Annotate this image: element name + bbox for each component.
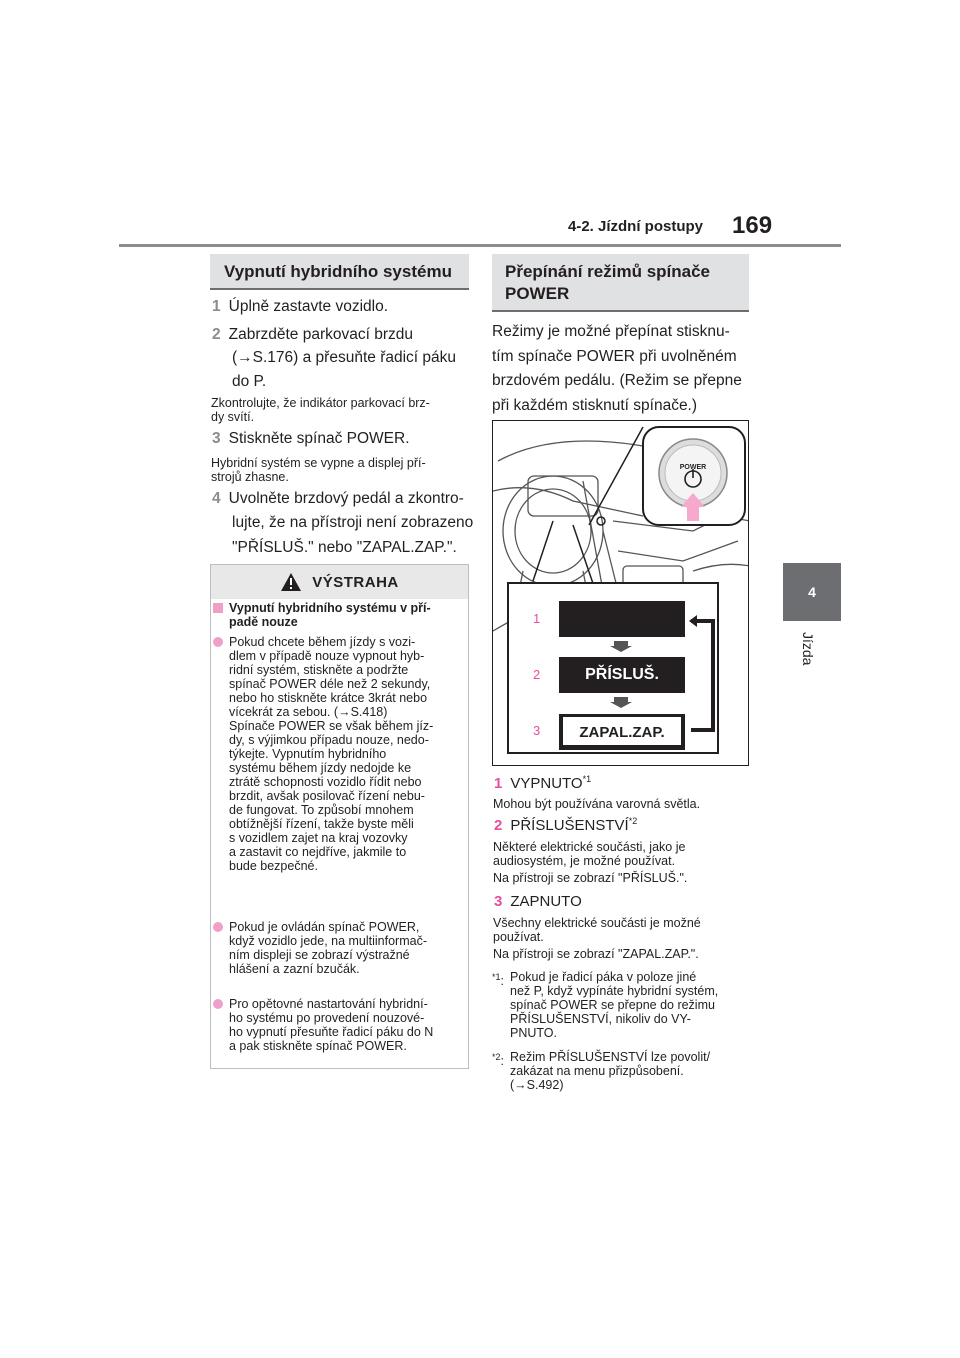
- text-line: PNUTO.: [510, 1026, 557, 1040]
- right-section-title: [492, 254, 749, 312]
- text-line: při každém stisknutí spínače.): [492, 396, 698, 414]
- text-line: (→S.492): [510, 1078, 564, 1092]
- note-line: Zkontrolujte, že indikátor parkovací brz-: [211, 396, 430, 410]
- mode-1-item: [494, 774, 591, 792]
- mode-number: 2: [494, 817, 503, 834]
- step-text: do P.: [232, 373, 267, 390]
- mode-2-display: PŘÍSLUŠ.: [585, 666, 659, 683]
- mode-2-note: [493, 840, 763, 885]
- step-text: Zabrzděte parkovací brzdu: [228, 326, 413, 343]
- page-number: 169: [732, 212, 773, 239]
- footnote-mark: *1: [492, 972, 501, 982]
- warning-bullet-1: [229, 635, 461, 873]
- mode-label: VYPNUTO: [510, 775, 583, 792]
- step-number: 1: [212, 298, 221, 315]
- step-2: [212, 324, 474, 394]
- text-line: a pak stiskněte spínač POWER.: [229, 1039, 407, 1053]
- text-line: spínač POWER déle než 2 sekundy,: [229, 677, 431, 691]
- step-text: Uvolněte brzdový pedál a zkontro-: [228, 490, 464, 507]
- text-line: ridní systém, stiskněte a podržte: [229, 663, 409, 677]
- round-bullet-icon: [213, 922, 223, 932]
- text-line: Spínače POWER se však během jíz-: [229, 719, 434, 733]
- warning-title: VÝSTRAHA: [312, 573, 399, 591]
- step-4: [212, 488, 480, 560]
- step-3-note: [211, 456, 473, 484]
- header-rule: [119, 244, 841, 247]
- text-line: zakázat na menu přizpůsobení.: [510, 1064, 684, 1078]
- mode-2-item: [494, 816, 637, 834]
- footnote-2: $^{*2}$: Režim PŘÍSLUŠENSTVÍ lze povolit/ zakázat na menu přizpůsobení. (→S.492): [492, 1050, 762, 1092]
- mode-3-display: ZAPAL.ZAP.: [579, 724, 665, 741]
- left-section-title: Vypnutí hybridního systému: [210, 254, 469, 290]
- mode-3-number: 3: [533, 723, 541, 738]
- text-line: Režimy je možné přepínat stisknu-: [492, 323, 730, 340]
- step-number: 2: [212, 326, 221, 343]
- mode-1-note: Mohou být používána varovná světla.: [493, 797, 701, 811]
- text-line: brzdit, avšak posilovač řízení nebu-: [229, 789, 425, 803]
- note-line: Hybridní systém se vypne a displej pří-: [211, 456, 426, 470]
- step-text: "PŘÍSLUŠ." nebo "ZAPAL.ZAP.".: [232, 539, 457, 556]
- text-line: nebo ho stiskněte krátce 3krát nebo: [229, 691, 428, 705]
- text-line: spínač POWER se přepne do režimu: [510, 998, 715, 1012]
- step-number: 4: [212, 490, 221, 507]
- round-bullet-icon: [213, 999, 223, 1009]
- note-line: Některé elektrické součásti, jako je: [493, 840, 686, 854]
- title-line: Přepínání režimů spínače: [505, 262, 711, 281]
- power-switch-figure: [492, 420, 749, 766]
- text-line: brzdovém pedálu. (Režim se přepne: [492, 372, 742, 389]
- warning-bullet-3: [229, 997, 461, 1053]
- chapter-label: Jízda: [800, 632, 816, 666]
- dashboard-illustration: [493, 421, 749, 766]
- warning-subtitle: [229, 601, 461, 629]
- mode-1-number: 1: [533, 611, 541, 626]
- mode-number: 3: [494, 893, 503, 910]
- step-number: 3: [212, 430, 221, 447]
- text-line: než P, když vypínáte hybridní systém,: [510, 984, 719, 998]
- text-line: Pokud je ovládán spínač POWER,: [229, 920, 420, 934]
- text-line: tím spínače POWER při uvolněném: [492, 347, 737, 365]
- text-line: bude bezpečné.: [229, 859, 318, 873]
- step-1: [212, 296, 472, 318]
- mode-2-number: 2: [533, 667, 541, 682]
- power-button-label: POWER: [679, 464, 707, 471]
- warning-header: [211, 565, 468, 599]
- note-line: Na přístroji se zobrazí "ZAPAL.ZAP.".: [493, 947, 699, 961]
- subtitle-line: Vypnutí hybridního systému v pří-: [229, 601, 431, 615]
- footnote-mark: *2: [628, 816, 638, 826]
- step-text: Úplně zastavte vozidlo.: [228, 298, 389, 315]
- text-line: ho vypnutí přesuňte řadicí páku do N: [229, 1025, 434, 1039]
- text-line: vícekrát za sebou. (→S.418): [229, 705, 388, 719]
- note-line: audiosystém, je možné používat.: [493, 854, 676, 868]
- text-line: a zastavit co nejdříve, jakmile to: [229, 845, 407, 859]
- footnote-text: [492, 1050, 762, 1092]
- step-text: (→S.176) a přesuňte řadicí páku: [232, 349, 457, 366]
- text-line: Pokud je řadicí páka v poloze jiné: [510, 970, 697, 984]
- footnote-mark: *2: [492, 1052, 501, 1062]
- note-line: dy svítí.: [211, 410, 255, 424]
- text-line: dlem v případě nouze vypnout hyb-: [229, 649, 425, 663]
- step-2-note: [211, 396, 473, 424]
- text-line: Režim PŘÍSLUŠENSTVÍ lze povolit/: [510, 1050, 711, 1064]
- step-text: lujte, že na přístroji není zobrazeno: [232, 514, 474, 531]
- text-line: týkejte. Vypnutím hybridního: [229, 747, 387, 761]
- warning-bullet-2: [229, 920, 461, 976]
- mode-3-item: [494, 893, 582, 910]
- mode-label: PŘÍSLUŠENSTVÍ: [510, 817, 629, 834]
- footnote-mark: *1: [582, 774, 592, 784]
- note-line: Na přístroji se zobrazí "PŘÍSLUŠ.".: [493, 871, 688, 885]
- intro-paragraph: [492, 320, 762, 418]
- text-line: Pro opětovné nastartování hybridní-: [229, 997, 428, 1011]
- note-line: strojů zhasne.: [211, 470, 289, 484]
- round-bullet-icon: [213, 637, 223, 647]
- text-line: ztrátě schopnosti vozidlo řídit nebo: [229, 775, 422, 789]
- warning-box: [210, 564, 469, 1069]
- mode-3-note: [493, 916, 763, 961]
- text-line: de fungovat. To způsobí mnohem: [229, 803, 414, 817]
- step-text: Stiskněte spínač POWER.: [228, 430, 410, 447]
- mode-number: 1: [494, 775, 503, 792]
- text-line: obtížnější řízení, takže byste měli: [229, 817, 414, 831]
- text-line: s vozidlem zajet na kraj vozovky: [229, 831, 408, 845]
- text-line: hlášení a zazní bzučák.: [229, 962, 360, 976]
- footnote-1: $^{*1}$: Pokud je řadicí páka v poloze jiné než P, když vypínáte hybridní systém, spínač POWER se přepne do režimu PŘÍSLUŠENSTVÍ, nikoliv do VY- PNUTO.: [492, 970, 762, 1040]
- header-section-title: 4-2. Jízdní postupy: [568, 218, 704, 235]
- title-line: POWER: [505, 284, 570, 303]
- text-line: systému během jízdy nedojde ke: [229, 761, 412, 775]
- step-3: [212, 428, 472, 450]
- mode-label: ZAPNUTO: [510, 893, 582, 910]
- note-line: používat.: [493, 930, 544, 944]
- warning-triangle-icon: [280, 572, 302, 592]
- text-line: když vozidlo jede, na multiinformač-: [229, 934, 427, 948]
- chapter-tab: 4: [783, 563, 841, 621]
- text-line: ním displeji se zobrazí výstražné: [229, 948, 410, 962]
- square-bullet-icon: [213, 603, 223, 613]
- text-line: Pokud chcete během jízdy s vozi-: [229, 635, 416, 649]
- subtitle-line: padě nouze: [229, 615, 298, 629]
- text-line: ho systému po provedení nouzové-: [229, 1011, 425, 1025]
- text-line: PŘÍSLUŠENSTVÍ, nikoliv do VY-: [510, 1012, 691, 1026]
- text-line: dy, s výjimkou případu nouze, nedo-: [229, 733, 429, 747]
- note-line: Všechny elektrické součásti je možné: [493, 916, 701, 930]
- footnote-text: [492, 970, 762, 1040]
